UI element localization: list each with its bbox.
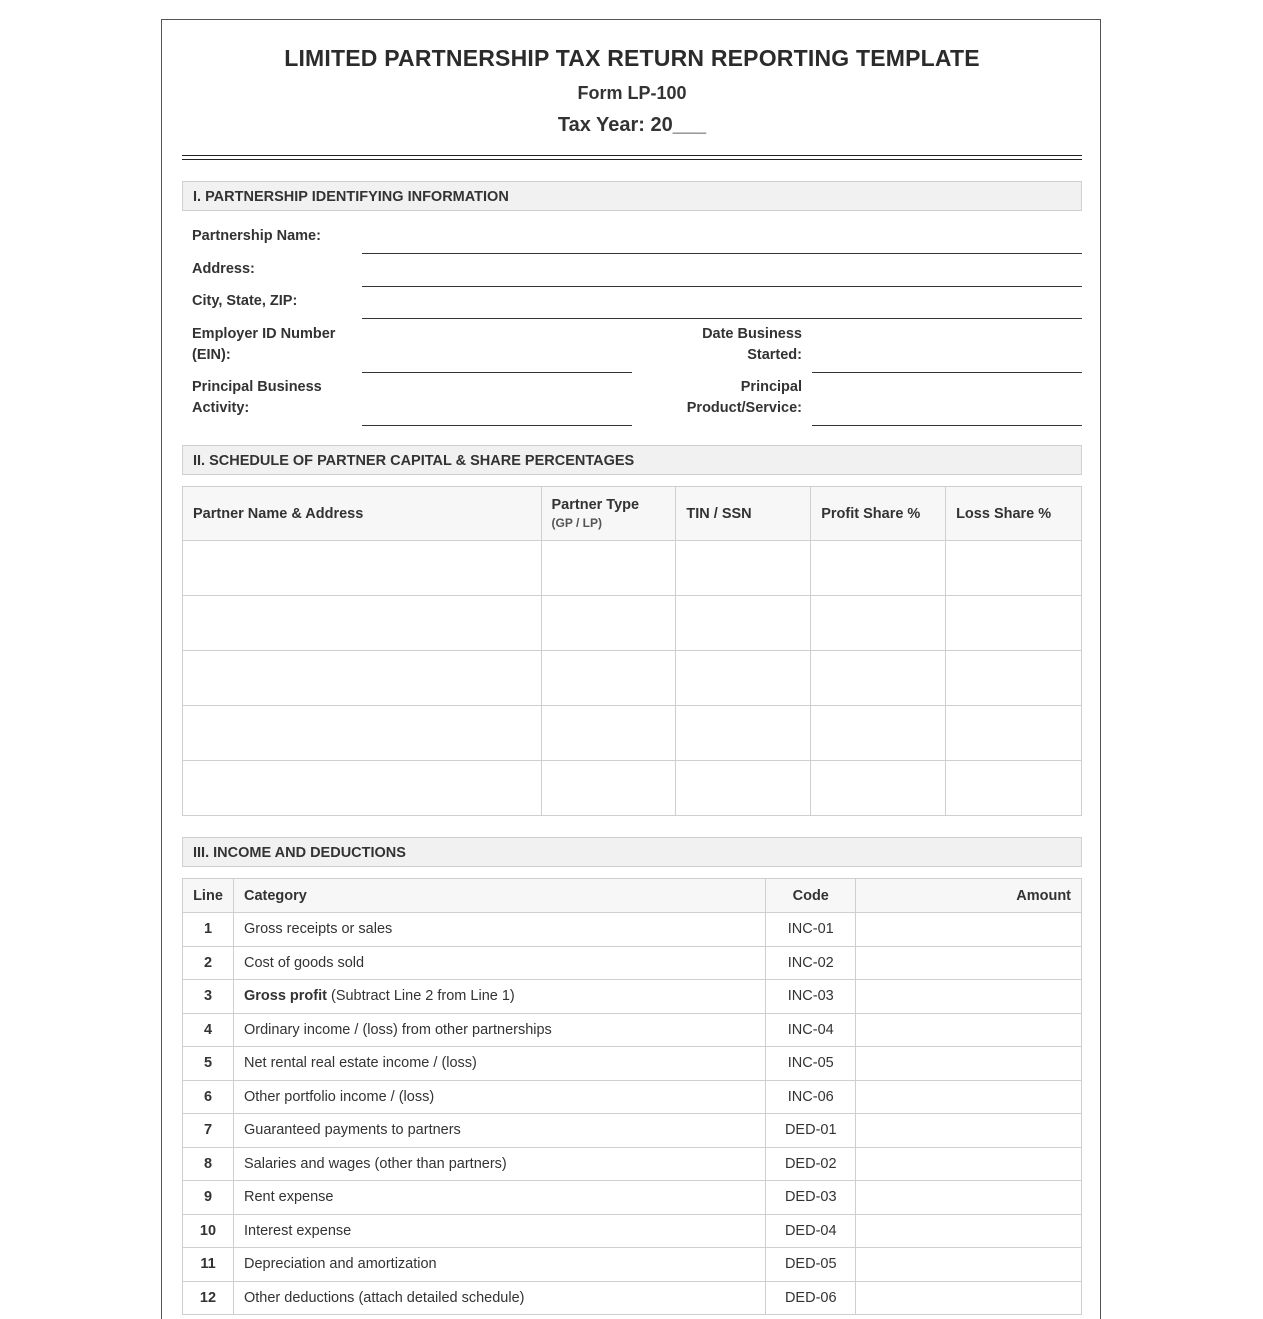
- col-amount: Amount: [856, 879, 1082, 913]
- category-cell: [233, 980, 765, 1014]
- category-text: Guaranteed payments to partners: [243, 1122, 461, 1139]
- partner-loss-cell[interactable]: [946, 541, 1082, 596]
- code-cell: INC-03: [766, 980, 856, 1014]
- col-line: Line: [183, 879, 234, 913]
- partner-tin-cell[interactable]: [676, 541, 811, 596]
- ein-field[interactable]: [362, 372, 632, 373]
- partner-name-cell[interactable]: [183, 541, 542, 596]
- code-cell: INC-04: [766, 1013, 856, 1047]
- income-row: [183, 1013, 1082, 1047]
- product-service-field[interactable]: [812, 425, 1082, 426]
- identifying-fields: [182, 211, 1082, 445]
- income-row: [183, 1147, 1082, 1181]
- col-partner-name: Partner Name & Address: [183, 487, 542, 541]
- col-partner-type-sub: (GP / LP): [551, 516, 602, 530]
- income-row: [183, 1181, 1082, 1215]
- col-partner-type-label: Partner Type: [551, 497, 640, 513]
- category-text: Depreciation and amortization: [243, 1256, 437, 1273]
- form-title: LIMITED PARTNERSHIP TAX RETURN REPORTING TEMPLATE: [284, 45, 980, 71]
- partner-profit-cell[interactable]: [811, 706, 946, 761]
- amount-cell[interactable]: [856, 1248, 1082, 1282]
- partner-profit-cell[interactable]: [811, 541, 946, 596]
- ein-label: [192, 324, 335, 366]
- product-service-label: [632, 377, 802, 419]
- col-tin-ssn: TIN / SSN: [676, 487, 811, 541]
- partner-type-cell[interactable]: [541, 541, 676, 596]
- line-number: 5: [183, 1047, 234, 1081]
- partner-row: [183, 541, 1082, 596]
- line-number: 1: [183, 913, 234, 947]
- tax-year: Tax Year: 20___: [557, 114, 707, 136]
- category-text: Interest expense: [243, 1222, 352, 1239]
- category-text: Other deductions (attach detailed schedule): [243, 1289, 525, 1306]
- line-number: 6: [183, 1080, 234, 1114]
- partner-profit-cell[interactable]: [811, 596, 946, 651]
- col-partner-type: [541, 487, 676, 541]
- partner-name-cell[interactable]: [183, 596, 542, 651]
- partnership-name-field[interactable]: [362, 253, 1082, 254]
- partner-row: [183, 761, 1082, 816]
- income-rows: [183, 913, 1082, 1315]
- income-row: [183, 1248, 1082, 1282]
- form-content: [182, 20, 1082, 1315]
- category-cell: [233, 1214, 765, 1248]
- code-cell: DED-04: [766, 1214, 856, 1248]
- category-cell: [233, 913, 765, 947]
- business-activity-label: [192, 377, 322, 419]
- partner-tin-cell[interactable]: [676, 651, 811, 706]
- code-cell: INC-05: [766, 1047, 856, 1081]
- partner-loss-cell[interactable]: [946, 706, 1082, 761]
- category-cell: [233, 1147, 765, 1181]
- partners-header-row: [183, 487, 1082, 541]
- partner-type-cell[interactable]: [541, 651, 676, 706]
- form-number: Form LP-100: [577, 83, 687, 103]
- partner-tin-cell[interactable]: [676, 706, 811, 761]
- partner-loss-cell[interactable]: [946, 596, 1082, 651]
- partner-loss-cell[interactable]: [946, 651, 1082, 706]
- category-cell: [233, 1181, 765, 1215]
- partners-table: [182, 486, 1082, 816]
- line-number: 4: [183, 1013, 234, 1047]
- product-service-label-line1: Principal: [740, 379, 802, 395]
- income-row: [183, 1214, 1082, 1248]
- partner-profit-cell[interactable]: [811, 651, 946, 706]
- category-text: Salaries and wages (other than partners): [243, 1155, 507, 1172]
- date-started-label: [632, 324, 802, 366]
- partner-type-cell[interactable]: [541, 706, 676, 761]
- category-text: Net rental real estate income / (loss): [243, 1055, 477, 1072]
- category-cell: [233, 1080, 765, 1114]
- ein-label-line1: Employer ID Number: [192, 326, 336, 342]
- amount-cell[interactable]: [856, 946, 1082, 980]
- income-row: [183, 1047, 1082, 1081]
- category-bold-text: Gross profit: [243, 988, 327, 1005]
- business-activity-field[interactable]: [362, 425, 632, 426]
- income-row: [183, 980, 1082, 1014]
- line-number: 11: [183, 1248, 234, 1282]
- line-number: 10: [183, 1214, 234, 1248]
- section-3-heading: III. INCOME AND DEDUCTIONS: [182, 837, 1082, 867]
- business-activity-label-line1: Principal Business: [192, 379, 322, 395]
- code-cell: DED-02: [766, 1147, 856, 1181]
- partner-tin-cell[interactable]: [676, 761, 811, 816]
- header-divider: [182, 155, 1082, 160]
- partnership-name-label: Partnership Name:: [192, 228, 321, 244]
- code-cell: INC-06: [766, 1080, 856, 1114]
- category-cell: [233, 1013, 765, 1047]
- col-category: Category: [233, 879, 765, 913]
- amount-cell[interactable]: [856, 1080, 1082, 1114]
- col-profit-share: Profit Share %: [811, 487, 946, 541]
- amount-cell[interactable]: [856, 913, 1082, 947]
- date-started-field[interactable]: [812, 372, 1082, 373]
- amount-cell[interactable]: [856, 980, 1082, 1014]
- section-1-heading: I. PARTNERSHIP IDENTIFYING INFORMATION: [182, 181, 1082, 211]
- date-started-label-line2: Started:: [747, 347, 802, 363]
- code-cell: DED-05: [766, 1248, 856, 1282]
- amount-cell[interactable]: [856, 1114, 1082, 1148]
- amount-cell[interactable]: [856, 1047, 1082, 1081]
- amount-cell[interactable]: [856, 1013, 1082, 1047]
- line-number: 7: [183, 1114, 234, 1148]
- category-text: Gross receipts or sales: [243, 921, 393, 938]
- partner-loss-cell[interactable]: [946, 761, 1082, 816]
- income-row: [183, 1114, 1082, 1148]
- amount-cell[interactable]: [856, 1147, 1082, 1181]
- partner-row: [183, 706, 1082, 761]
- code-cell: DED-06: [766, 1281, 856, 1315]
- category-text: Rent expense: [243, 1189, 334, 1206]
- product-service-label-line2: Product/Service:: [686, 400, 802, 416]
- partner-type-cell[interactable]: [541, 596, 676, 651]
- partner-name-cell[interactable]: [183, 706, 542, 761]
- ein-label-line2: (EIN):: [192, 347, 231, 363]
- income-table: [182, 878, 1082, 1315]
- category-cell: [233, 1047, 765, 1081]
- date-started-label-line1: Date Business: [702, 326, 802, 342]
- code-cell: DED-01: [766, 1114, 856, 1148]
- section-2-heading: II. SCHEDULE OF PARTNER CAPITAL & SHARE PERCENTAGES: [182, 445, 1082, 475]
- code-cell: INC-01: [766, 913, 856, 947]
- partner-name-cell[interactable]: [183, 761, 542, 816]
- partner-tin-cell[interactable]: [676, 596, 811, 651]
- category-cell: [233, 1114, 765, 1148]
- category-text: Ordinary income / (loss) from other partnerships: [243, 1021, 552, 1038]
- city-state-zip-label: City, State, ZIP:: [192, 293, 298, 309]
- form-page: [161, 19, 1101, 1319]
- income-header-row: [183, 879, 1082, 913]
- partner-row: [183, 596, 1082, 651]
- category-cell: [233, 1248, 765, 1282]
- address-label: Address:: [192, 261, 255, 277]
- address-field[interactable]: [362, 286, 1082, 287]
- line-number: 12: [183, 1281, 234, 1315]
- category-text: Other portfolio income / (loss): [243, 1088, 435, 1105]
- line-number: 3: [183, 980, 234, 1014]
- business-activity-label-line2: Activity:: [192, 400, 250, 416]
- col-code: Code: [766, 879, 856, 913]
- partner-name-cell[interactable]: [183, 651, 542, 706]
- partner-row: [183, 651, 1082, 706]
- amount-cell[interactable]: [856, 1281, 1082, 1315]
- category-text: (Subtract Line 2 from Line 1): [326, 988, 515, 1005]
- code-cell: DED-03: [766, 1181, 856, 1215]
- category-cell: [233, 946, 765, 980]
- income-row: [183, 1281, 1082, 1315]
- col-loss-share: Loss Share %: [946, 487, 1082, 541]
- partner-profit-cell[interactable]: [811, 761, 946, 816]
- category-text: Cost of goods sold: [243, 954, 365, 971]
- income-row: [183, 1080, 1082, 1114]
- income-row: [183, 946, 1082, 980]
- line-number: 2: [183, 946, 234, 980]
- category-cell: [233, 1281, 765, 1315]
- line-number: 8: [183, 1147, 234, 1181]
- line-number: 9: [183, 1181, 234, 1215]
- partner-type-cell[interactable]: [541, 761, 676, 816]
- amount-cell[interactable]: [856, 1214, 1082, 1248]
- income-row: [183, 913, 1082, 947]
- code-cell: INC-02: [766, 946, 856, 980]
- amount-cell[interactable]: [856, 1181, 1082, 1215]
- city-state-zip-field[interactable]: [362, 318, 1082, 319]
